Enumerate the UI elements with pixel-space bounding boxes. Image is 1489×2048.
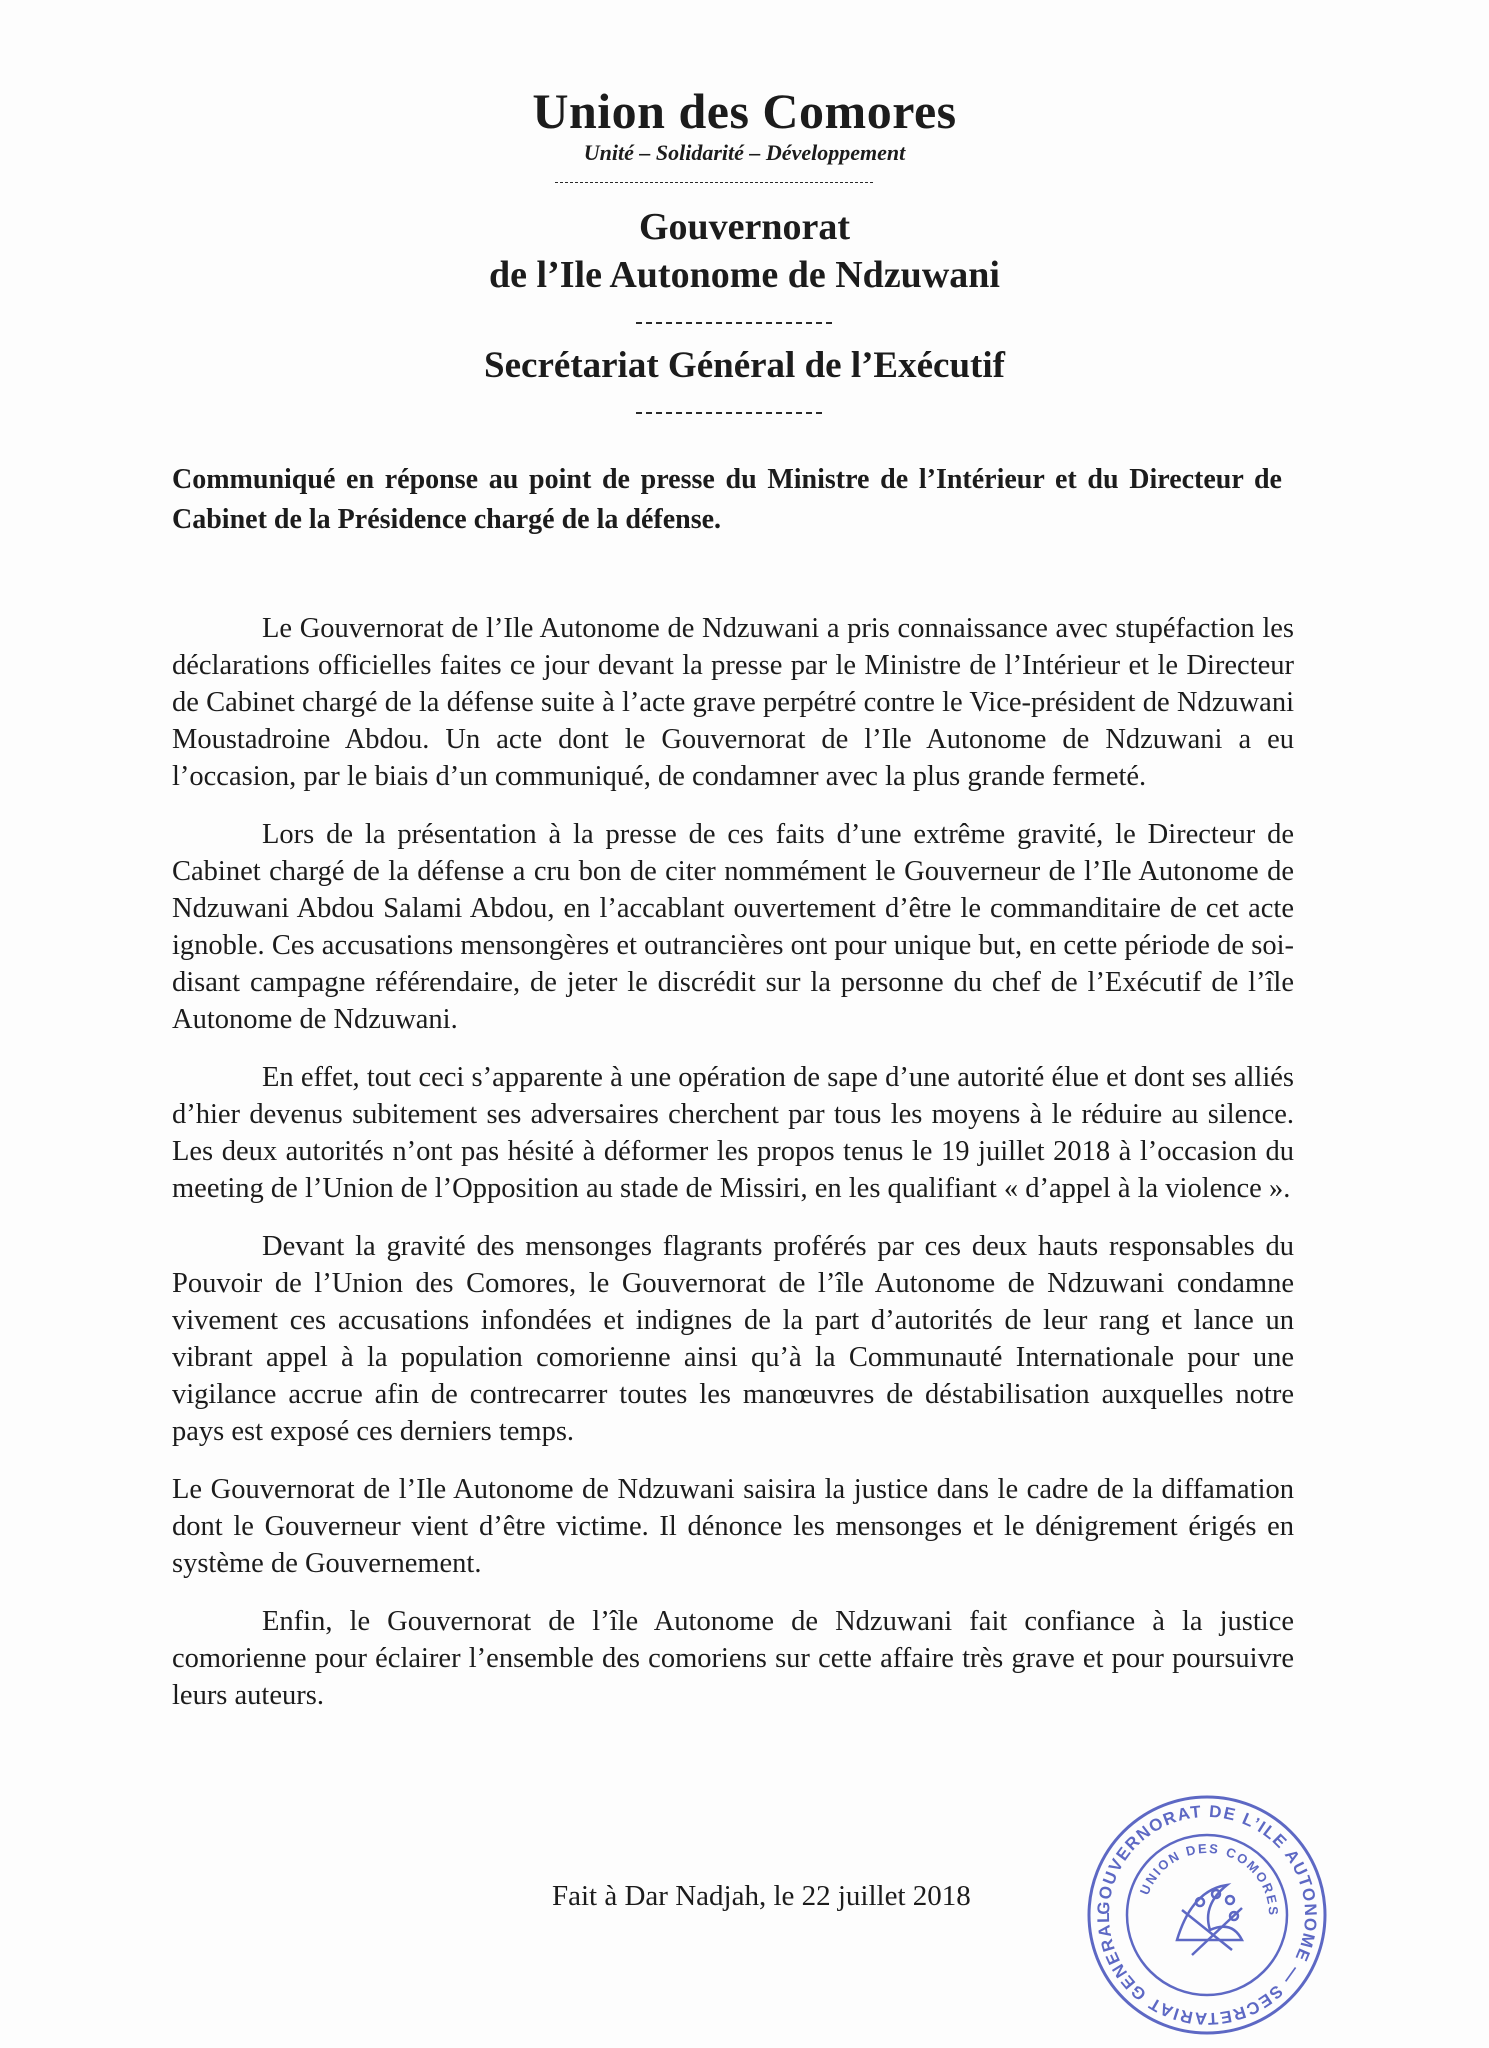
body-paragraph: Enfin, le Gouvernorat de l’île Autonome de Ndzuwani fait confiance à la justice comorienne pour éclairer l’ensemble des comoriens sur cette affaire très grave et pour poursuivre leurs auteurs. xyxy=(172,1606,1294,1711)
body-paragraph: Le Gouvernorat de l’Ile Autonome de Ndzuwani a pris connaissance avec stupéfaction les déclarations officielles faites ce jour devant la presse par le Ministre de l’Intérieur et le Directeur de Cabinet chargé de la défense suite à l’acte grave perpétré contre le Vice-président de Ndzuwani Moustadroine Abdou. Un acte dont le Gouvernorat de l’Ile Autonome de Ndzuwani a eu l’occasion, par le biais d’un communiqué, de condamner avec la plus grande fermeté. xyxy=(172,613,1294,792)
body-paragraph: Devant la gravité des mensonges flagrants proférés par ces deux hauts responsables du Pouvoir de l’Union des Comores, le Gouvernorat de l’île Autonome de Ndzuwani condamne vivement ces accusations infondées et indignes de la part d’autorités de leur rang et lance un vibrant appel à la population comorienne ainsi qu’à la Communauté Internationale pour une vigilance accrue afin de contrecarrer toutes les manœuvres de déstabilisation auxquelles notre pays est exposé ces derniers temps. xyxy=(172,1231,1294,1447)
governorate-title-line2: de l’Ile Autonome de Ndzuwani xyxy=(489,254,1000,296)
divider-rule xyxy=(636,412,822,414)
place-date-signoff: Fait à Dar Nadjah, le 22 juillet 2018 xyxy=(552,1880,971,1912)
communique-body xyxy=(172,610,1294,1735)
country-title: Union des Comores xyxy=(532,83,957,139)
governorate-title-line1: Gouvernorat xyxy=(638,206,851,248)
divider-rule xyxy=(636,322,832,324)
seal-inner-text: UNION DES COMORES xyxy=(1136,1840,1282,1918)
body-paragraph: Le Gouvernorat de l’Ile Autonome de Ndzuwani saisira la justice dans le cadre de la diffamation dont le Gouverneur vient d’être victime. Il dénonce les mensonges et le dénigrement érigés en système de Gouvernement. xyxy=(172,1474,1294,1579)
seal-ink xyxy=(1089,1797,1325,2033)
national-motto: Unité – Solidarité – Développement xyxy=(583,140,906,165)
secretariat-title: Secrétariat Général de l’Exécutif xyxy=(484,345,1005,386)
official-seal-stamp xyxy=(1082,1790,1332,2040)
communique-subject: Communiqué en réponse au point de presse du Ministre de l’Intérieur et du Directeur de Cabinet de la Présidence chargé de la défense. xyxy=(172,464,1282,535)
body-paragraph: En effet, tout ceci s’apparente à une opération de sape d’une autorité élue et dont ses alliés d’hier devenus subitement ses adversaires cherchent par tous les moyens à le réduire au silence. Les deux autorités n’ont pas hésité à déformer les propos tenus le 19 juillet 2018 à l’occasion du meeting de l’Union de l’Opposition au stade de Missiri, en les qualifiant « d’appel à la violence ». xyxy=(172,1062,1294,1204)
body-paragraph: Lors de la présentation à la presse de ces faits d’une extrême gravité, le Directeur de Cabinet chargé de la défense a cru bon de citer nommément le Gouverneur de l’Ile Autonome de Ndzuwani Abdou Salami Abdou, en l’accablant ouvertement d’être le commanditaire de cet acte ignoble. Ces accusations mensongères et outrancières ont pour unique but, en cette période de soi-disant campagne référendaire, de jeter le discrédit sur la personne du chef de l’Exécutif de l’île Autonome de Ndzuwani. xyxy=(172,819,1294,1035)
seal-outer-text: GOUVERNORAT DE L’ILE AUTONOME — SECRETARIAT GENERAL xyxy=(1093,1801,1321,2029)
divider-rule xyxy=(555,182,873,183)
seal-emblem-icon xyxy=(1177,1885,1242,1955)
